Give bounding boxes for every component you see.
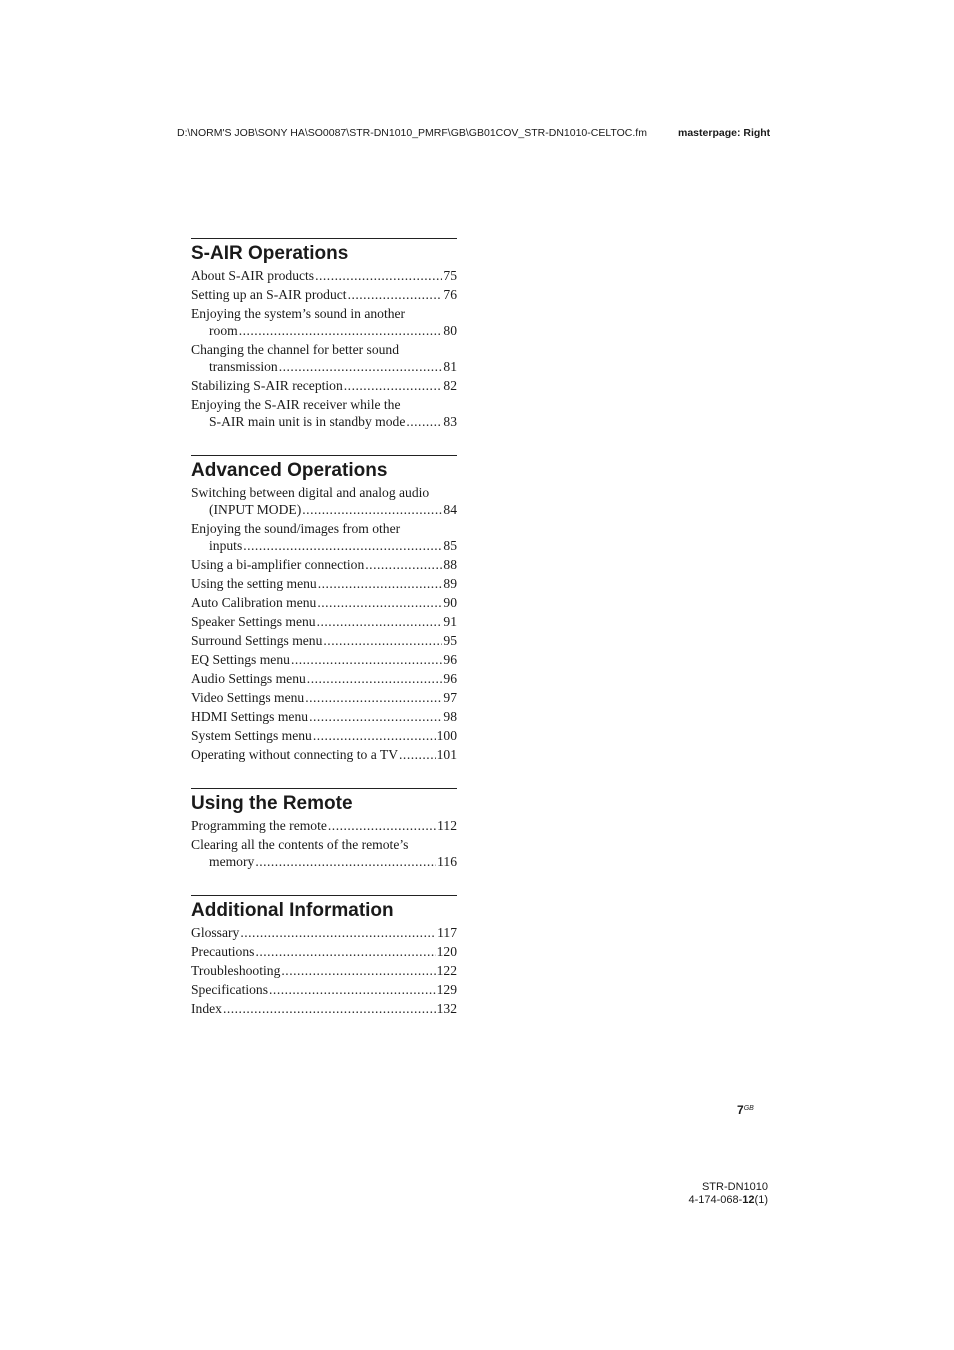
dot-leader (223, 1000, 436, 1017)
toc-entry[interactable] (191, 520, 457, 554)
toc-entry[interactable] (191, 286, 457, 303)
model-info (688, 1181, 768, 1206)
toc-entry[interactable] (191, 267, 457, 284)
dot-leader (255, 853, 436, 870)
entry-title: System Settings menu (191, 728, 312, 743)
toc-entry[interactable] (191, 396, 457, 430)
entry-page-number: 85 (443, 538, 457, 553)
entry-text-line: Enjoying the S-AIR receiver while the (191, 397, 401, 412)
entry-page-number: 95 (443, 633, 457, 648)
entry-page-number: 76 (443, 287, 457, 302)
file-path-header: D:\NORM'S JOB\SONY HA\SO0087\STR-DN1010_PMRF\GB\GB01COV_STR-DN1010-CELTOC.fm (177, 127, 647, 139)
toc-entry[interactable] (191, 305, 457, 339)
page-number (737, 1103, 754, 1117)
dot-leader (317, 594, 442, 611)
toc-entry[interactable] (191, 594, 457, 611)
dot-leader (365, 556, 442, 573)
dot-leader (309, 708, 442, 725)
toc-entry[interactable] (191, 575, 457, 592)
entry-page-number: 88 (443, 557, 457, 572)
entry-page-number: 97 (443, 690, 457, 705)
toc-entry[interactable] (191, 632, 457, 649)
toc-entry[interactable] (191, 708, 457, 725)
dot-leader (255, 943, 435, 960)
dot-leader (240, 924, 436, 941)
model-name: STR-DN1010 (701, 1181, 768, 1193)
entry-title: inputs (209, 538, 243, 553)
entry-title: Programming the remote (191, 818, 327, 833)
section-title: Advanced Operations (191, 460, 388, 481)
dot-leader (313, 727, 436, 744)
entry-title: Speaker Settings menu (191, 614, 316, 629)
entry-title: Stabilizing S-AIR reception (191, 378, 343, 393)
dot-leader (323, 632, 442, 649)
dot-leader (344, 377, 443, 394)
toc-entry[interactable] (191, 556, 457, 573)
toc-entry[interactable] (191, 484, 457, 518)
entry-page-number: 129 (436, 982, 457, 997)
toc-entry[interactable] (191, 943, 457, 960)
dot-leader (315, 267, 442, 284)
dot-leader (348, 286, 443, 303)
dot-leader (406, 413, 442, 430)
entry-title: Operating without connecting to a TV (191, 747, 399, 762)
entry-page-number: 132 (436, 1001, 457, 1016)
model-code-revision: 12 (742, 1193, 755, 1206)
entry-page-number: 80 (443, 323, 457, 338)
entry-text-line: Enjoying the sound/images from other (191, 521, 401, 536)
entry-title: Troubleshooting (191, 963, 281, 978)
entry-title: Glossary (191, 925, 240, 940)
toc-section (191, 455, 457, 763)
dot-leader (317, 613, 443, 630)
toc-entry[interactable] (191, 377, 457, 394)
toc-entry[interactable] (191, 689, 457, 706)
entry-page-number: 116 (437, 854, 457, 869)
entry-title: About S-AIR products (191, 268, 315, 283)
entry-page-number: 96 (443, 652, 457, 667)
toc-section (191, 895, 457, 1017)
entry-page-number: 101 (436, 747, 457, 762)
entry-text-line: Changing the channel for better sound (191, 342, 400, 357)
toc-entry[interactable] (191, 613, 457, 630)
entry-title: Video Settings menu (191, 690, 305, 705)
page-number-suffix: GB (743, 1105, 754, 1112)
entry-page-number: 84 (443, 502, 457, 517)
entry-title: Index (191, 1001, 222, 1016)
dot-leader (318, 575, 443, 592)
entry-title: EQ Settings menu (191, 652, 290, 667)
entry-page-number: 82 (443, 378, 457, 393)
dot-leader (305, 689, 442, 706)
entry-title: transmission (209, 359, 278, 374)
entry-title: memory (209, 854, 255, 869)
toc-entry[interactable] (191, 727, 457, 744)
entry-title: S-AIR main unit is in standby mode (209, 414, 406, 429)
toc-entry[interactable] (191, 746, 457, 763)
section-title: S-AIR Operations (191, 243, 349, 264)
dot-leader (243, 537, 442, 554)
entry-page-number: 120 (436, 944, 457, 959)
entry-page-number: 90 (443, 595, 457, 610)
model-code (688, 1194, 768, 1207)
dot-leader (307, 670, 443, 687)
entry-page-number: 98 (443, 709, 457, 724)
toc-entry[interactable] (191, 341, 457, 375)
toc-entry[interactable] (191, 651, 457, 668)
toc-entry[interactable] (191, 817, 457, 834)
entry-page-number: 89 (443, 576, 457, 591)
toc-entry[interactable] (191, 981, 457, 998)
entry-title: Specifications (191, 982, 269, 997)
section-title: Additional Information (191, 900, 394, 921)
toc-entry[interactable] (191, 924, 457, 941)
entry-title: (INPUT MODE) (209, 502, 302, 517)
dot-leader (302, 501, 442, 518)
section-title: Using the Remote (191, 793, 353, 814)
model-code-prefix: 4-174-068- (688, 1193, 743, 1206)
dot-leader (281, 962, 435, 979)
entry-title: Using the setting menu (191, 576, 317, 591)
dot-leader (399, 746, 436, 763)
toc-entry[interactable] (191, 962, 457, 979)
dot-leader (328, 817, 436, 834)
entry-title: room (209, 323, 238, 338)
table-of-contents (191, 238, 457, 1017)
entry-title: Surround Settings menu (191, 633, 323, 648)
entry-page-number: 117 (437, 925, 457, 940)
entry-page-number: 122 (436, 963, 457, 978)
model-code-suffix: (1) (754, 1193, 768, 1206)
entry-page-number: 112 (437, 818, 457, 833)
entry-title: Setting up an S-AIR product (191, 287, 347, 302)
entry-text-line: Enjoying the system’s sound in another (191, 306, 406, 321)
masterpage-label: masterpage: Right (678, 127, 771, 139)
entry-page-number: 96 (443, 671, 457, 686)
toc-section (191, 238, 457, 430)
entry-text-line: Clearing all the contents of the remote’s (191, 837, 409, 852)
page-number-value: 7 (737, 1103, 744, 1117)
dot-leader (291, 651, 442, 668)
entry-title: Auto Calibration menu (191, 595, 317, 610)
entry-page-number: 91 (443, 614, 457, 629)
entry-page-number: 75 (443, 268, 457, 283)
entry-title: Audio Settings menu (191, 671, 306, 686)
entry-page-number: 81 (443, 359, 457, 374)
entry-page-number: 83 (443, 414, 457, 429)
dot-leader (269, 981, 436, 998)
entry-title: HDMI Settings menu (191, 709, 309, 724)
toc-entry[interactable] (191, 1000, 457, 1017)
entry-text-line: Switching between digital and analog audio (191, 485, 430, 500)
entry-title: Precautions (191, 944, 255, 959)
dot-leader (239, 322, 443, 339)
entry-page-number: 100 (436, 728, 457, 743)
toc-section (191, 788, 457, 870)
entry-title: Using a bi-amplifier connection (191, 557, 365, 572)
toc-entry[interactable] (191, 670, 457, 687)
toc-entry[interactable] (191, 836, 457, 870)
dot-leader (279, 358, 443, 375)
